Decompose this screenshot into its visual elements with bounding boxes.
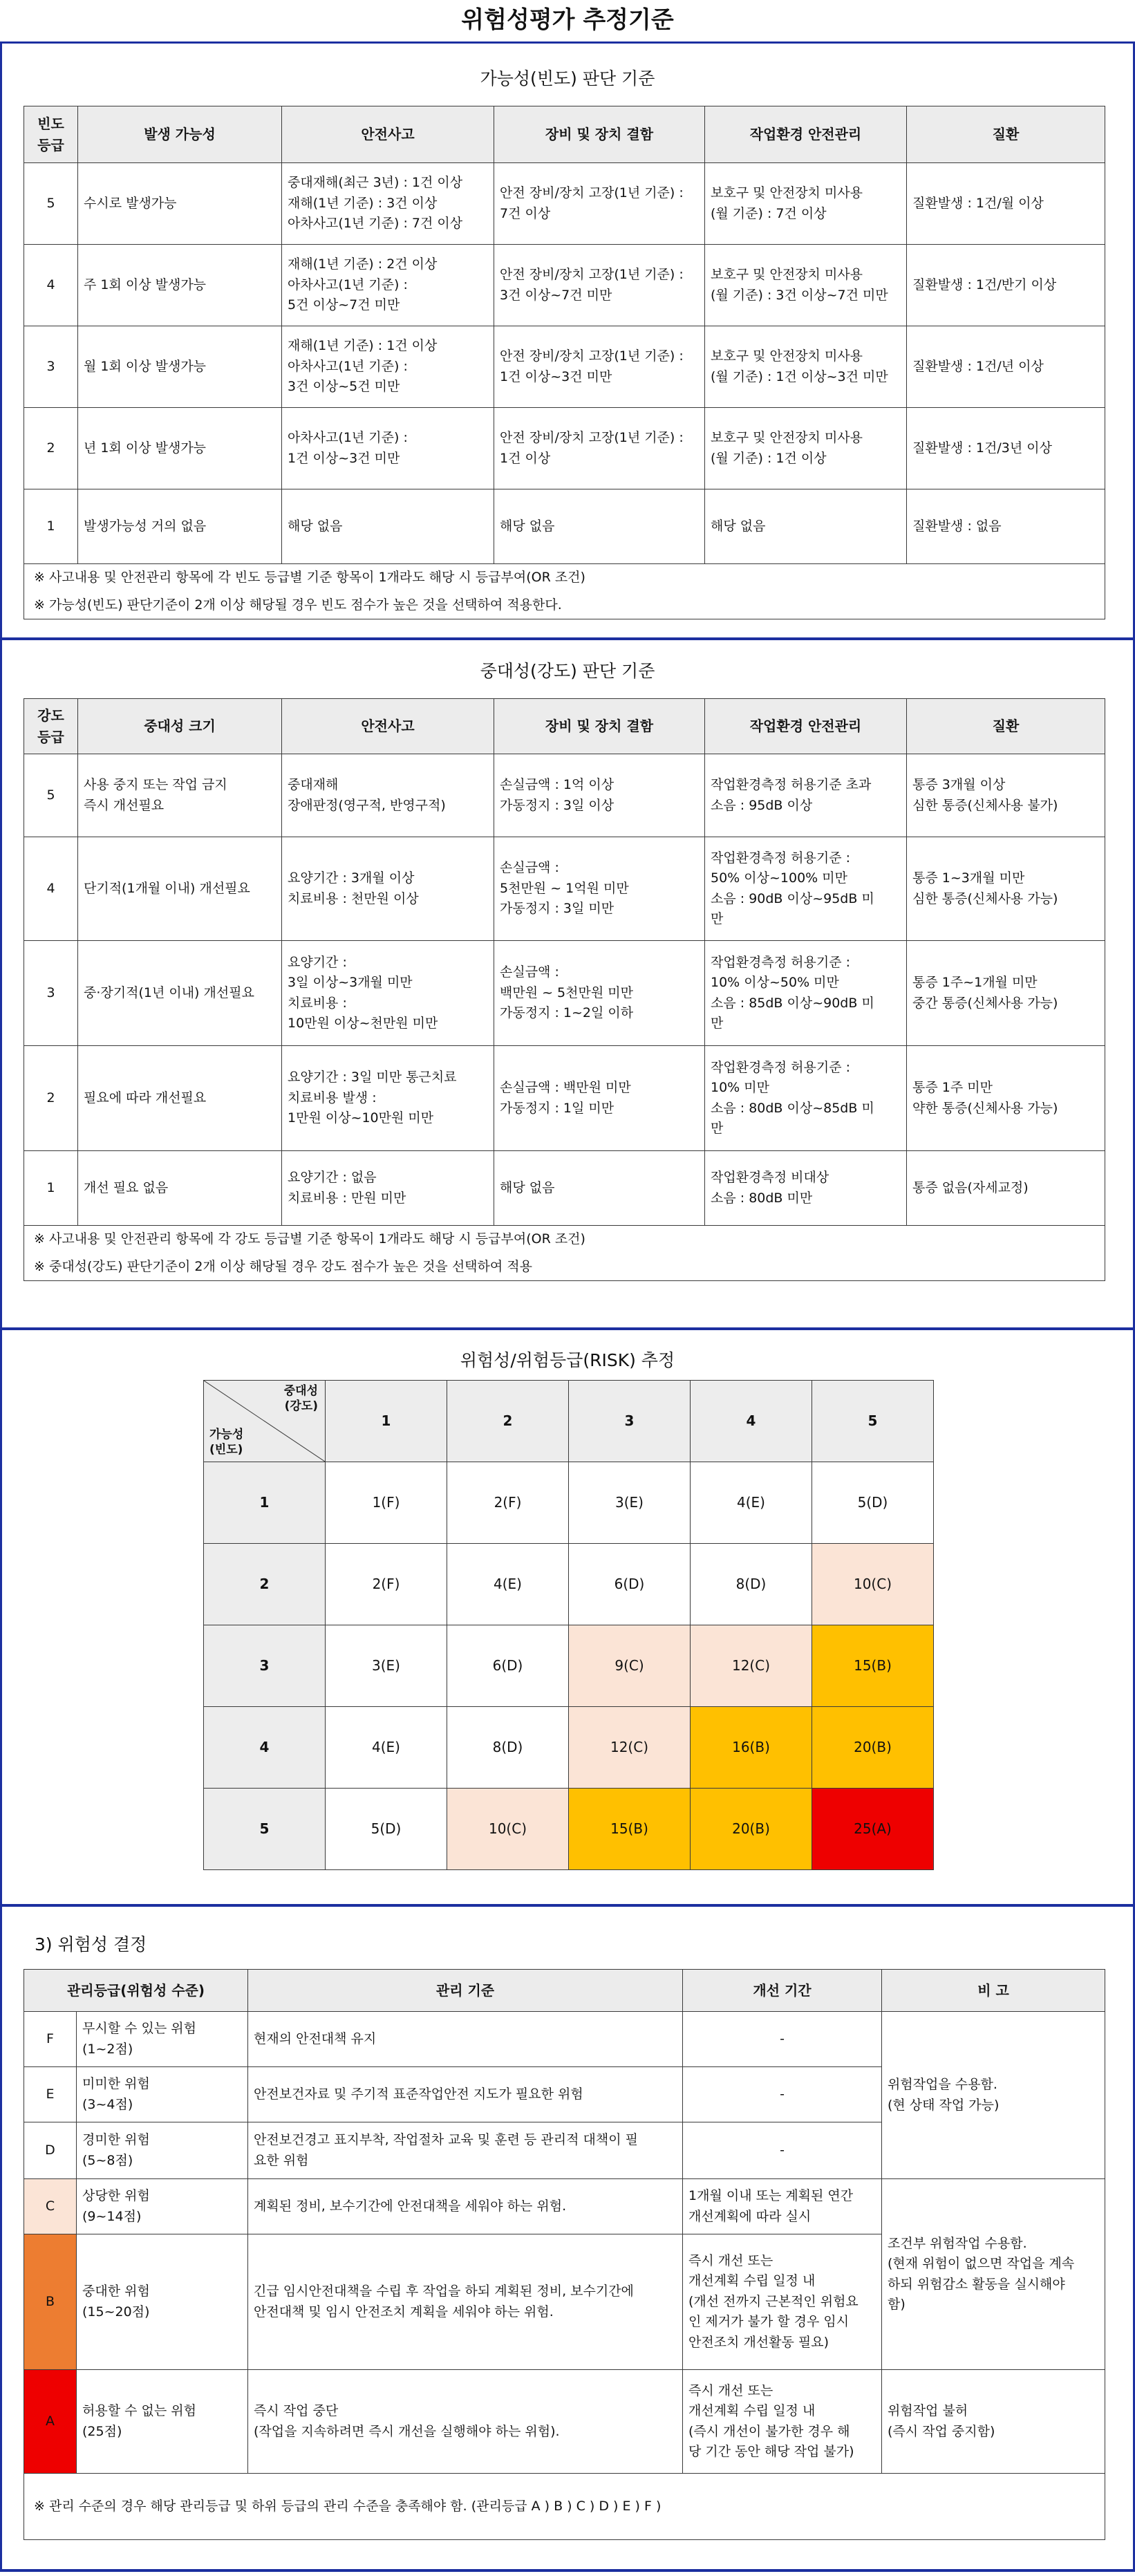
likelihood-row [24, 245, 1105, 326]
header-cell: 중대성 크기 [78, 699, 282, 754]
likelihood-cell-accident: 아차사고(1년 기준) : 1건 이상~3건 미만 [282, 408, 494, 489]
severity-cell-size: 개선 필요 없음 [78, 1151, 282, 1226]
header-cell: 안전사고 [282, 699, 494, 754]
likelihood-row [24, 408, 1105, 489]
section-divider [0, 637, 1135, 640]
risk-cell: 12(C) [569, 1707, 691, 1789]
decision-row [24, 2012, 1105, 2067]
risk-cell: 8(D) [691, 1544, 812, 1625]
matrix-corner [204, 1381, 326, 1462]
risk-row [204, 1789, 934, 1870]
risk-cell: 15(B) [812, 1625, 934, 1707]
severity-cell-disease: 통증 없음(자세교정) [907, 1151, 1105, 1226]
risk-level-cell: 미미한 위험 (3~4점) [77, 2067, 248, 2122]
decision-note-row [24, 2474, 1105, 2540]
header-cell: 질환 [907, 106, 1105, 163]
risk-cell: 20(B) [691, 1789, 812, 1870]
severity-axis-label: 중대성 (강도) [283, 1384, 318, 1414]
likelihood-row-header: 5 [204, 1789, 326, 1870]
likelihood-table [24, 106, 1105, 619]
decision-header-row [24, 1970, 1105, 2012]
period-cell: 즉시 개선 또는 개선계획 수립 일정 내 (즉시 개선이 불가한 경우 해 당 기간 동안 해당 작업 불가) [683, 2370, 882, 2474]
severity-cell-environment: 작업환경측정 허용기준 초과 소음 : 95dB 이상 [705, 754, 907, 837]
risk-level-cell: 중대한 위험 (15~20점) [77, 2234, 248, 2370]
severity-cell-accident: 중대재해 장애판정(영구적, 반영구적) [282, 754, 494, 837]
likelihood-row [24, 489, 1105, 564]
grade-cell: A [24, 2370, 77, 2474]
severity-note: ※ 중대성(강도) 판단기준이 2개 이상 해당될 경우 강도 점수가 높은 것을 선택하여 적용 [24, 1253, 1105, 1281]
likelihood-cell-environment: 보호구 및 안전장치 미사용 (월 기준) : 3건 이상~7건 미만 [705, 245, 907, 326]
risk-level-cell: 무시할 수 있는 위험 (1~2점) [77, 2012, 248, 2067]
grade-cell: E [24, 2067, 77, 2122]
likelihood-header-row [24, 106, 1105, 163]
likelihood-cell-grade: 3 [24, 326, 78, 408]
period-cell: - [683, 2067, 882, 2122]
title-divider [0, 41, 1135, 44]
likelihood-row-header: 2 [204, 1544, 326, 1625]
risk-cell: 8(D) [447, 1707, 569, 1789]
header-cell: 강도 등급 [24, 699, 78, 754]
likelihood-row-header: 4 [204, 1707, 326, 1789]
severity-cell-environment: 작업환경측정 비대상 소음 : 80dB 미만 [705, 1151, 907, 1226]
likelihood-cell-accident: 재해(1년 기준) : 1건 이상 아차사고(1년 기준) : 3건 이상~5건 미만 [282, 326, 494, 408]
likelihood-cell-possibility: 수시로 발생가능 [78, 163, 282, 245]
criteria-cell: 현재의 안전대책 유지 [248, 2012, 683, 2067]
risk-cell: 3(E) [569, 1462, 691, 1544]
header-cell: 비 고 [882, 1970, 1105, 2012]
likelihood-cell-disease: 질환발생 : 1건/월 이상 [907, 163, 1105, 245]
likelihood-cell-equipment: 안전 장비/장치 고장(1년 기준) : 1건 이상 [494, 408, 705, 489]
decision-row [24, 2370, 1105, 2474]
title-bar [0, 0, 1135, 43]
risk-cell: 16(B) [691, 1707, 812, 1789]
header-cell: 장비 및 장치 결함 [494, 106, 705, 163]
likelihood-row [24, 163, 1105, 245]
severity-col-header: 4 [691, 1381, 812, 1462]
severity-cell-accident: 요양기간 : 없음 치료비용 : 만원 미만 [282, 1151, 494, 1226]
decision-heading: 3) 위험성 결정 [35, 1934, 147, 1954]
likelihood-cell-accident: 재해(1년 기준) : 2건 이상 아차사고(1년 기준) : 5건 이상~7건 미만 [282, 245, 494, 326]
criteria-cell: 긴급 임시안전대책을 수립 후 작업을 하되 계획된 정비, 보수기간에 안전대책 및 임시 안전조치 계획을 세워야 하는 위험. [248, 2234, 683, 2370]
likelihood-cell-environment: 보호구 및 안전장치 미사용 (월 기준) : 7건 이상 [705, 163, 907, 245]
likelihood-cell-accident: 해당 없음 [282, 489, 494, 564]
severity-cell-environment: 작업환경측정 허용기준 : 10% 이상~50% 미만 소음 : 85dB 이상~90dB 미 만 [705, 941, 907, 1046]
severity-cell-disease: 통증 3개월 이상 심한 통증(신체사용 불가) [907, 754, 1105, 837]
decision-row [24, 2179, 1105, 2234]
risk-cell: 12(C) [691, 1625, 812, 1707]
risk-cell: 2(F) [326, 1544, 447, 1625]
severity-note-row [24, 1226, 1105, 1253]
left-border [0, 41, 2, 2572]
likelihood-note: ※ 사고내용 및 안전관리 항목에 각 빈도 등급별 기준 항목이 1개라도 해당 시 등급부여(OR 조건) [24, 564, 1105, 592]
header-cell: 작업환경 안전관리 [705, 106, 907, 163]
severity-header-row [24, 699, 1105, 754]
severity-cell-equipment: 손실금액 : 백만원 ~ 5천만원 미만 가동정지 : 1~2일 이하 [494, 941, 705, 1046]
severity-cell-accident: 요양기간 : 3일 미만 통근치료 치료비용 발생 : 1만원 이상~10만원 미만 [282, 1046, 494, 1151]
remark-cell: 조건부 위험작업 수용함. (현재 위험이 없으면 작업을 계속 하되 위험감소 활동을 실시해야 함) [882, 2179, 1105, 2370]
likelihood-axis-label: 가능성 (빈도) [209, 1427, 244, 1457]
remark-cell: 위험작업을 수용함. (현 상태 작업 가능) [882, 2012, 1105, 2179]
header-cell: 빈도 등급 [24, 106, 78, 163]
severity-col-header: 3 [569, 1381, 691, 1462]
header-cell: 발생 가능성 [78, 106, 282, 163]
severity-row [24, 941, 1105, 1046]
severity-cell-grade: 5 [24, 754, 78, 837]
likelihood-cell-environment: 해당 없음 [705, 489, 907, 564]
header-cell: 관리등급(위험성 수준) [24, 1970, 248, 2012]
risk-row [204, 1462, 934, 1544]
likelihood-cell-environment: 보호구 및 안전장치 미사용 (월 기준) : 1건 이상~3건 미만 [705, 326, 907, 408]
risk-row [204, 1707, 934, 1789]
period-cell: 1개월 이내 또는 계획된 연간 개선계획에 따라 실시 [683, 2179, 882, 2234]
severity-row [24, 1046, 1105, 1151]
header-cell: 질환 [907, 699, 1105, 754]
period-cell: 즉시 개선 또는 개선계획 수립 일정 내 (개선 전까지 근본적인 위험요 인 제거가 불가 할 경우 임시 안전조치 개선활동 필요) [683, 2234, 882, 2370]
severity-cell-size: 단기적(1개월 이내) 개선필요 [78, 837, 282, 941]
severity-cell-accident: 요양기간 : 3일 이상~3개월 미만 치료비용 : 10만원 이상~천만원 미만 [282, 941, 494, 1046]
risk-cell: 5(D) [812, 1462, 934, 1544]
section-divider [0, 1327, 1135, 1330]
severity-cell-environment: 작업환경측정 허용기준 : 10% 미만 소음 : 80dB 이상~85dB 미 만 [705, 1046, 907, 1151]
risk-row [204, 1625, 934, 1707]
likelihood-cell-disease: 질환발생 : 없음 [907, 489, 1105, 564]
likelihood-note-row [24, 592, 1105, 619]
severity-cell-grade: 4 [24, 837, 78, 941]
likelihood-row-header: 3 [204, 1625, 326, 1707]
severity-cell-grade: 3 [24, 941, 78, 1046]
criteria-cell: 즉시 작업 중단 (작업을 지속하려면 즉시 개선을 실행해야 하는 위험). [248, 2370, 683, 2474]
header-cell: 개선 기간 [683, 1970, 882, 2012]
criteria-cell: 계획된 정비, 보수기간에 안전대책을 세워야 하는 위험. [248, 2179, 683, 2234]
likelihood-cell-possibility: 발생가능성 거의 없음 [78, 489, 282, 564]
likelihood-cell-possibility: 주 1회 이상 발생가능 [78, 245, 282, 326]
likelihood-cell-possibility: 월 1회 이상 발생가능 [78, 326, 282, 408]
likelihood-heading: 가능성(빈도) 판단 기준 [480, 68, 655, 88]
severity-row [24, 754, 1105, 837]
likelihood-cell-possibility: 년 1회 이상 발생가능 [78, 408, 282, 489]
risk-cell: 4(E) [447, 1544, 569, 1625]
likelihood-row-header: 1 [204, 1462, 326, 1544]
severity-col-header: 2 [447, 1381, 569, 1462]
risk-cell: 20(B) [812, 1707, 934, 1789]
risk-level-cell: 상당한 위험 (9~14점) [77, 2179, 248, 2234]
severity-col-header: 1 [326, 1381, 447, 1462]
risk-level-cell: 허용할 수 없는 위험 (25점) [77, 2370, 248, 2474]
risk-cell: 2(F) [447, 1462, 569, 1544]
decision-note: ※ 관리 수준의 경우 해당 관리등급 및 하위 등급의 관리 수준을 충족해야 함. (관리등급 A ) B ) C ) D ) E ) F ) [24, 2474, 1105, 2540]
risk-cell: 6(D) [569, 1544, 691, 1625]
risk-cell: 1(F) [326, 1462, 447, 1544]
severity-cell-grade: 1 [24, 1151, 78, 1226]
severity-table [24, 698, 1105, 1281]
risk-matrix [203, 1380, 934, 1870]
header-cell: 관리 기준 [248, 1970, 683, 2012]
risk-cell: 9(C) [569, 1625, 691, 1707]
header-cell: 안전사고 [282, 106, 494, 163]
severity-col-header: 5 [812, 1381, 934, 1462]
severity-cell-size: 사용 중지 또는 작업 금지 즉시 개선필요 [78, 754, 282, 837]
severity-cell-disease: 통증 1주~1개월 미만 중간 통증(신체사용 가능) [907, 941, 1105, 1046]
severity-cell-size: 중·장기적(1년 이내) 개선필요 [78, 941, 282, 1046]
severity-cell-size: 필요에 따라 개선필요 [78, 1046, 282, 1151]
likelihood-cell-equipment: 안전 장비/장치 고장(1년 기준) : 3건 이상~7건 미만 [494, 245, 705, 326]
risk-cell: 5(D) [326, 1789, 447, 1870]
risk-cell: 10(C) [447, 1789, 569, 1870]
severity-cell-equipment: 손실금액 : 1억 이상 가동정지 : 3일 이상 [494, 754, 705, 837]
likelihood-cell-grade: 5 [24, 163, 78, 245]
remark-cell: 위험작업 불허 (즉시 작업 중지함) [882, 2370, 1105, 2474]
risk-cell: 10(C) [812, 1544, 934, 1625]
risk-cell: 4(E) [691, 1462, 812, 1544]
risk-cell: 15(B) [569, 1789, 691, 1870]
likelihood-cell-equipment: 안전 장비/장치 고장(1년 기준) : 7건 이상 [494, 163, 705, 245]
risk-cell: 3(E) [326, 1625, 447, 1707]
risk-cell: 4(E) [326, 1707, 447, 1789]
likelihood-row [24, 326, 1105, 408]
likelihood-cell-disease: 질환발생 : 1건/반기 이상 [907, 245, 1105, 326]
severity-note: ※ 사고내용 및 안전관리 항목에 각 강도 등급별 기준 항목이 1개라도 해당 시 등급부여(OR 조건) [24, 1226, 1105, 1253]
severity-cell-disease: 통증 1주 미만 약한 통증(신체사용 가능) [907, 1046, 1105, 1151]
severity-cell-equipment: 손실금액 : 백만원 미만 가동정지 : 1일 미만 [494, 1046, 705, 1151]
likelihood-cell-environment: 보호구 및 안전장치 미사용 (월 기준) : 1건 이상 [705, 408, 907, 489]
likelihood-cell-disease: 질환발생 : 1건/년 이상 [907, 326, 1105, 408]
likelihood-cell-grade: 1 [24, 489, 78, 564]
header-cell: 작업환경 안전관리 [705, 699, 907, 754]
grade-cell: F [24, 2012, 77, 2067]
risk-level-cell: 경미한 위험 (5~8점) [77, 2122, 248, 2179]
risk-header-row [204, 1381, 934, 1462]
severity-cell-environment: 작업환경측정 허용기준 : 50% 이상~100% 미만 소음 : 90dB 이상~95dB 미 만 [705, 837, 907, 941]
severity-note-row [24, 1253, 1105, 1281]
criteria-cell: 안전보건경고 표지부착, 작업절차 교육 및 훈련 등 관리적 대책이 필 요한 위험 [248, 2122, 683, 2179]
likelihood-cell-equipment: 해당 없음 [494, 489, 705, 564]
risk-heading: 위험성/위험등급(RISK) 추정 [460, 1350, 675, 1370]
bottom-border [0, 2569, 1135, 2572]
likelihood-cell-grade: 4 [24, 245, 78, 326]
header-cell: 장비 및 장치 결함 [494, 699, 705, 754]
likelihood-cell-grade: 2 [24, 408, 78, 489]
severity-heading: 중대성(강도) 판단 기준 [480, 661, 655, 681]
severity-cell-accident: 요양기간 : 3개월 이상 치료비용 : 천만원 이상 [282, 837, 494, 941]
likelihood-cell-disease: 질환발생 : 1건/3년 이상 [907, 408, 1105, 489]
section-divider [0, 1904, 1135, 1907]
likelihood-cell-accident: 중대재해(최근 3년) : 1건 이상 재해(1년 기준) : 3건 이상 아차사고(1년 기준) : 7건 이상 [282, 163, 494, 245]
likelihood-note: ※ 가능성(빈도) 판단기준이 2개 이상 해당될 경우 빈도 점수가 높은 것을 선택하여 적용한다. [24, 592, 1105, 619]
period-cell: - [683, 2122, 882, 2179]
risk-cell: 6(D) [447, 1625, 569, 1707]
criteria-cell: 안전보건자료 및 주기적 표준작업안전 지도가 필요한 위험 [248, 2067, 683, 2122]
severity-cell-equipment: 해당 없음 [494, 1151, 705, 1226]
page-title: 위험성평가 추정기준 [461, 6, 674, 34]
severity-cell-disease: 통증 1~3개월 미만 심한 통증(신체사용 가능) [907, 837, 1105, 941]
severity-row [24, 837, 1105, 941]
severity-cell-equipment: 손실금액 : 5천만원 ~ 1억원 미만 가동정지 : 3일 미만 [494, 837, 705, 941]
severity-row [24, 1151, 1105, 1226]
grade-cell: D [24, 2122, 77, 2179]
decision-table [24, 1969, 1105, 2540]
period-cell: - [683, 2012, 882, 2067]
grade-cell: C [24, 2179, 77, 2234]
severity-cell-grade: 2 [24, 1046, 78, 1151]
risk-cell: 25(A) [812, 1789, 934, 1870]
likelihood-cell-equipment: 안전 장비/장치 고장(1년 기준) : 1건 이상~3건 미만 [494, 326, 705, 408]
risk-row [204, 1544, 934, 1625]
likelihood-note-row [24, 564, 1105, 592]
grade-cell: B [24, 2234, 77, 2370]
